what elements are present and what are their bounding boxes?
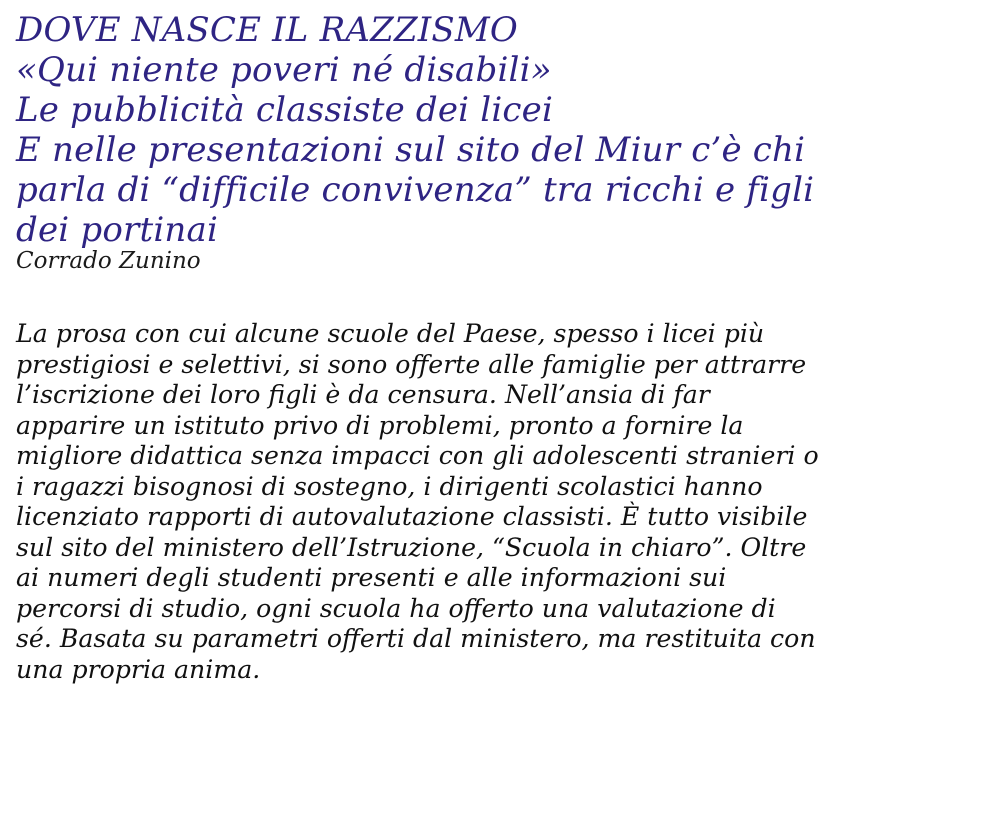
body-line: una propria anima. [16,654,261,684]
headline-subtitle-line-2: parla di “difficile convivenza” tra ricchi e figli [16,170,815,210]
body-line: apparire un istituto privo di problemi, pronto a fornire la [16,410,744,440]
headline-title: Le pubblicità classiste dei licei [16,90,554,130]
headline-subtitle-line-3: dei portinai [16,210,219,250]
body-line: i ragazzi bisognosi di sostegno, i dirigenti scolastici hanno [16,471,763,501]
body-line: sé. Basata su parametri offerti dal ministero, ma restituita con [16,624,816,653]
article-headline [16,10,988,250]
body-line: prestigiosi e selettivi, si sono offerte alle famiglie per attrarre [16,349,807,379]
article-author: Corrado Zunino [16,248,201,274]
headline-subtitle-line-1: E nelle presentazioni sul sito del Miur c’è chi [16,130,806,170]
headline-kicker: DOVE NASCE IL RAZZISMO [16,10,518,50]
body-line: percorsi di studio, ogni scuola ha offerto una valutazione di [16,593,776,623]
body-line: migliore didattica senza impacci con gli adolescenti stranieri o [16,441,819,470]
body-line: ai numeri degli studenti presenti e alle informazioni sui [16,563,727,592]
body-line: licenziato rapporti di autovalutazione classisti. È tutto visibile [16,502,808,531]
headline-quote: «Qui niente poveri né disabili» [16,50,552,90]
article-body [16,319,988,685]
body-line: La prosa con cui alcune scuole del Paese, spesso i licei più [16,319,765,348]
body-line: l’iscrizione dei loro figli è da censura. Nell’ansia di far [16,380,710,409]
body-line: sul sito del ministero dell’Istruzione, “Scuola in chiaro”. Oltre [16,532,807,562]
